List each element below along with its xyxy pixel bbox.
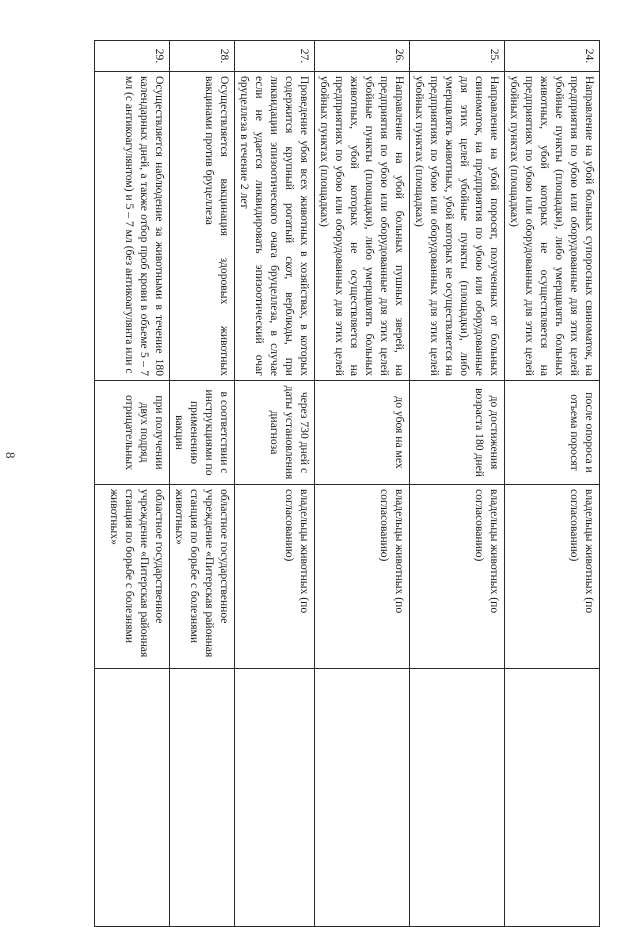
measure-text: Направление на убой больных супоросных свиноматок, на предприятия по убою или оборудованные для этих целей убойные пункты (площадки), либо умерщвлять больных животных, убой которых не осуществляется на предприятиях по убою или оборудованных для этих целей убойных пунктах (площадках)	[505, 72, 600, 381]
deadline-text: до убоя на мех	[315, 381, 410, 485]
empty-cell	[315, 669, 410, 927]
table-row	[235, 41, 315, 927]
measures-table	[94, 40, 600, 927]
empty-cell	[235, 669, 315, 927]
row-number: 25.	[410, 41, 505, 72]
deadline-text: при получении двух подряд отрицательных	[95, 381, 170, 485]
row-number: 28.	[170, 41, 235, 72]
deadline-text: в соответствии с инструкциями по применению вакцин	[170, 381, 235, 485]
responsible-text: областное государственное учреждение «Питерская районная станция по борьбе с болезнями животных»	[95, 485, 170, 669]
deadline-text: до достижения возраста 180 дней	[410, 381, 505, 485]
responsible-text: владельцы животных (по согласованию)	[410, 485, 505, 669]
measure-text: Осуществляется наблюдение за животными в течение 180 календарных дней, а также отбор проб крови в объеме 5 – 7 мл (с антикоагулянтом) и 5 – 7 мл (без антикоагулянта или с	[95, 72, 170, 381]
deadline-text: через 730 дней с даты установления диагноза	[235, 381, 315, 485]
measure-text: Направление на убой поросят, полученных от больных свиноматок, на предприятия по убою или оборудованные для этих целей убойные пункты (площадки), либо умерщвлять животных, убой которых не осуществляется на предприятиях по убою или оборудованных для этих целей убойных пунктах (площадках)	[410, 72, 505, 381]
responsible-text: владельцы животных (по согласованию)	[505, 485, 600, 669]
row-number: 29.	[95, 41, 170, 72]
row-number: 27.	[235, 41, 315, 72]
table-row	[505, 41, 600, 927]
measure-text: Осуществляется вакцинация здоровых животных вакцинами против бруцеллеза	[170, 72, 235, 381]
row-number: 26.	[315, 41, 410, 72]
table-row	[95, 41, 170, 927]
measure-text: Направление на убой больных пушных зверей, на предприятия по убою или оборудованные для этих целей убойные пункты (площадки), либо умерщвлять больных животных, убой которых не осуществляется на предприятиях по убою или оборудованных для этих целей убойных пунктах (площадках)	[315, 72, 410, 381]
empty-cell	[95, 669, 170, 927]
responsible-text: владельцы животных (по согласованию)	[315, 485, 410, 669]
page-number: 8	[3, 452, 18, 459]
table-row	[410, 41, 505, 927]
row-number: 24.	[505, 41, 600, 72]
table-row	[170, 41, 235, 927]
responsible-text: областное государственное учреждение «Питерская районная станция по борьбе с болезнями животных»	[170, 485, 235, 669]
table-row	[315, 41, 410, 927]
responsible-text: владельцы животных (по согласованию)	[235, 485, 315, 669]
rotated-page	[35, 40, 600, 885]
empty-cell	[170, 669, 235, 927]
empty-cell	[505, 669, 600, 927]
measure-text: Проведение убоя всех животных в хозяйствах, в которых содержится крупный рогатый скот, верблюды, при ликвидации эпизоотического очага бруцеллеза, в случае если не удается ликвидировать эпизоотический очаг бруцеллеза в течение 2 лет	[235, 72, 315, 381]
empty-cell	[410, 669, 505, 927]
deadline-text: после опороса и отъема поросят	[505, 381, 600, 485]
